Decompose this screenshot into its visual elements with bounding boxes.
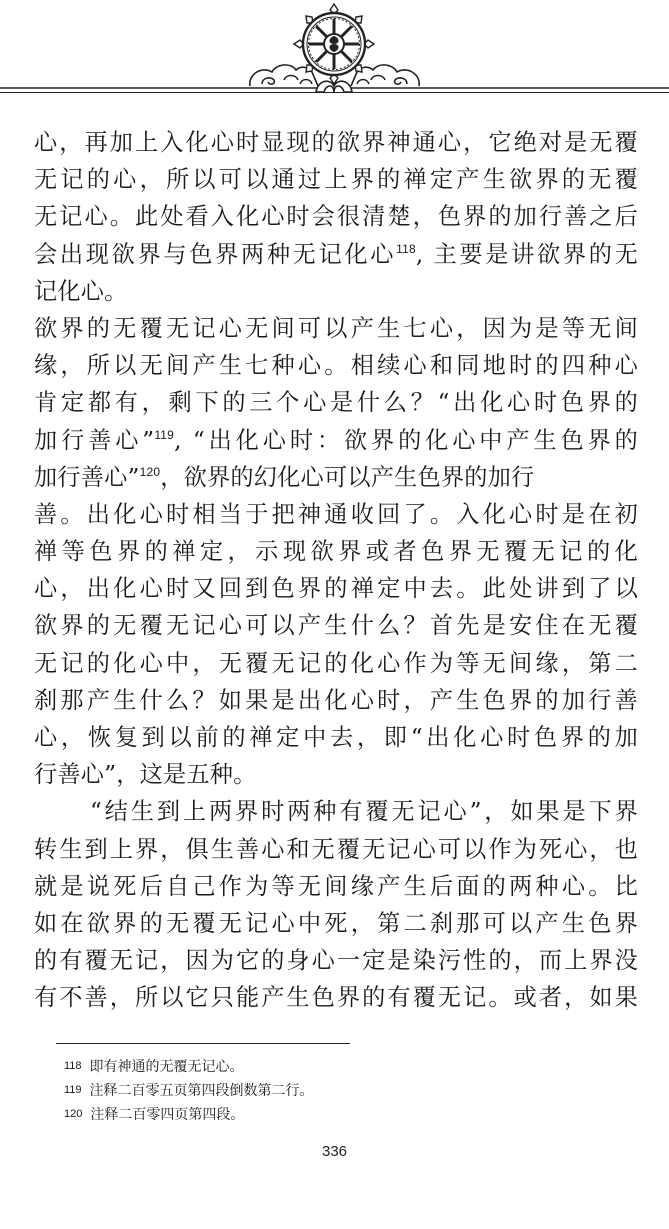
text-line	[34, 682, 638, 719]
line-text: 无记的心，所以可以通过上界的禅定产生欲界的无覆	[34, 166, 638, 194]
line-text: 缘，所以无间产生七种心。相续心和同地时的四种心	[34, 352, 638, 380]
line-text: 加行善心”	[34, 463, 140, 491]
line-text: 欲界的无覆无记心可以产生什么？首先是安住在无覆	[34, 612, 638, 640]
line-text: 有不善，所以它只能产生色界的有覆无记。或者，如果	[34, 984, 638, 1012]
text-line	[34, 198, 638, 235]
text-line	[34, 124, 638, 161]
footnote-number: 120	[64, 1108, 83, 1120]
line-text: 就是说死后自己作为等无间缘产生后面的两种心。比	[34, 872, 638, 900]
text-line	[34, 756, 638, 793]
line-text: “结生到上两界时两种有覆无记心”，如果是下界	[90, 798, 638, 826]
text-line	[34, 719, 638, 756]
footnote-text: 即有神通的无覆无记心。	[89, 1059, 244, 1075]
footnote	[64, 1079, 624, 1103]
footnote-separator	[56, 1043, 350, 1044]
line-text: 会出现欲界与色界两种无记化心	[34, 240, 397, 268]
text-line	[34, 942, 638, 979]
dharma-wheel-ornament	[0, 0, 669, 108]
footnote-reference[interactable]: 118	[396, 241, 416, 256]
footnote-number: 119	[64, 1084, 82, 1096]
line-text: 肯定都有，剩下的三个心是什么？“出化心时色界的	[34, 389, 638, 417]
line-text: 转生到上界，俱生善心和无覆无记心可以作为死心，也	[34, 835, 638, 863]
text-line	[34, 422, 638, 459]
line-text: 心，恢复到以前的禅定中去，即“出化心时色界的加	[34, 724, 638, 751]
line-text: 无记的化心中，无覆无记的化心作为等无间缘，第二	[34, 649, 638, 677]
footnote-text: 注释二百零五页第四段倒数第二行。	[89, 1083, 314, 1099]
text-line	[34, 645, 638, 682]
text-line	[34, 979, 638, 1016]
line-text: 如在欲界的无覆无记心中死，第二刹那可以产生色界	[34, 909, 638, 937]
footnote-text: 注释二百零四页第四段。	[90, 1107, 245, 1123]
text-line	[34, 570, 638, 607]
line-text: 记化心。	[34, 277, 128, 305]
line-text: 欲界的无覆无记心无间可以产生七心，因为是等无间	[34, 314, 638, 342]
footnote	[64, 1055, 624, 1079]
line-text: 禅等色界的禅定，示现欲界或者色界无覆无记的化	[34, 538, 638, 566]
line-text: 善。出化心时相当于把神通收回了。入化心时是在初	[34, 500, 638, 528]
line-text-continued: , “出化心时：欲界的化心中产生色界的	[174, 426, 638, 454]
text-line	[34, 384, 638, 421]
text-line	[34, 533, 638, 570]
line-text: 的有覆无记，因为它的身心一定是染污性的，而上界没	[34, 947, 638, 975]
text-line	[34, 496, 638, 533]
line-text-continued: , 主要是讲欲界的无	[415, 240, 638, 268]
line-text: 行善心”，这是五种。	[34, 761, 257, 789]
line-text: 刹那产生什么？如果是出化心时，产生色界的加行善	[34, 686, 638, 714]
text-line	[34, 347, 638, 384]
line-text: 加行善心”	[34, 426, 155, 454]
footnotes	[64, 1055, 624, 1127]
line-text: 无记心。此处看入化心时会很清楚，色界的加行善之后	[34, 203, 638, 231]
footnote	[64, 1103, 624, 1127]
text-line	[34, 161, 638, 198]
text-line	[34, 459, 638, 496]
text-line	[34, 868, 638, 905]
footnote-number: 118	[64, 1060, 82, 1072]
line-text: 心，再加上入化心时显现的欲界神通心，它绝对是无覆	[34, 129, 638, 156]
text-line	[34, 607, 638, 644]
body-text	[34, 124, 638, 1017]
page-number: 336	[321, 1143, 348, 1160]
footnote-reference[interactable]: 120	[139, 464, 161, 479]
line-text: 心，出化心时又回到色界的禅定中去。此处讲到了以	[34, 575, 638, 603]
text-line	[34, 273, 638, 310]
text-line	[34, 310, 638, 347]
line-text-continued: ，欲界的幻化心可以产生色界的加行	[160, 463, 535, 491]
text-line	[34, 831, 638, 868]
text-line	[34, 905, 638, 942]
text-line	[34, 236, 638, 273]
text-line	[34, 793, 638, 830]
dharma-wheel-icon	[294, 4, 374, 84]
footnote-reference[interactable]: 119	[154, 427, 175, 442]
